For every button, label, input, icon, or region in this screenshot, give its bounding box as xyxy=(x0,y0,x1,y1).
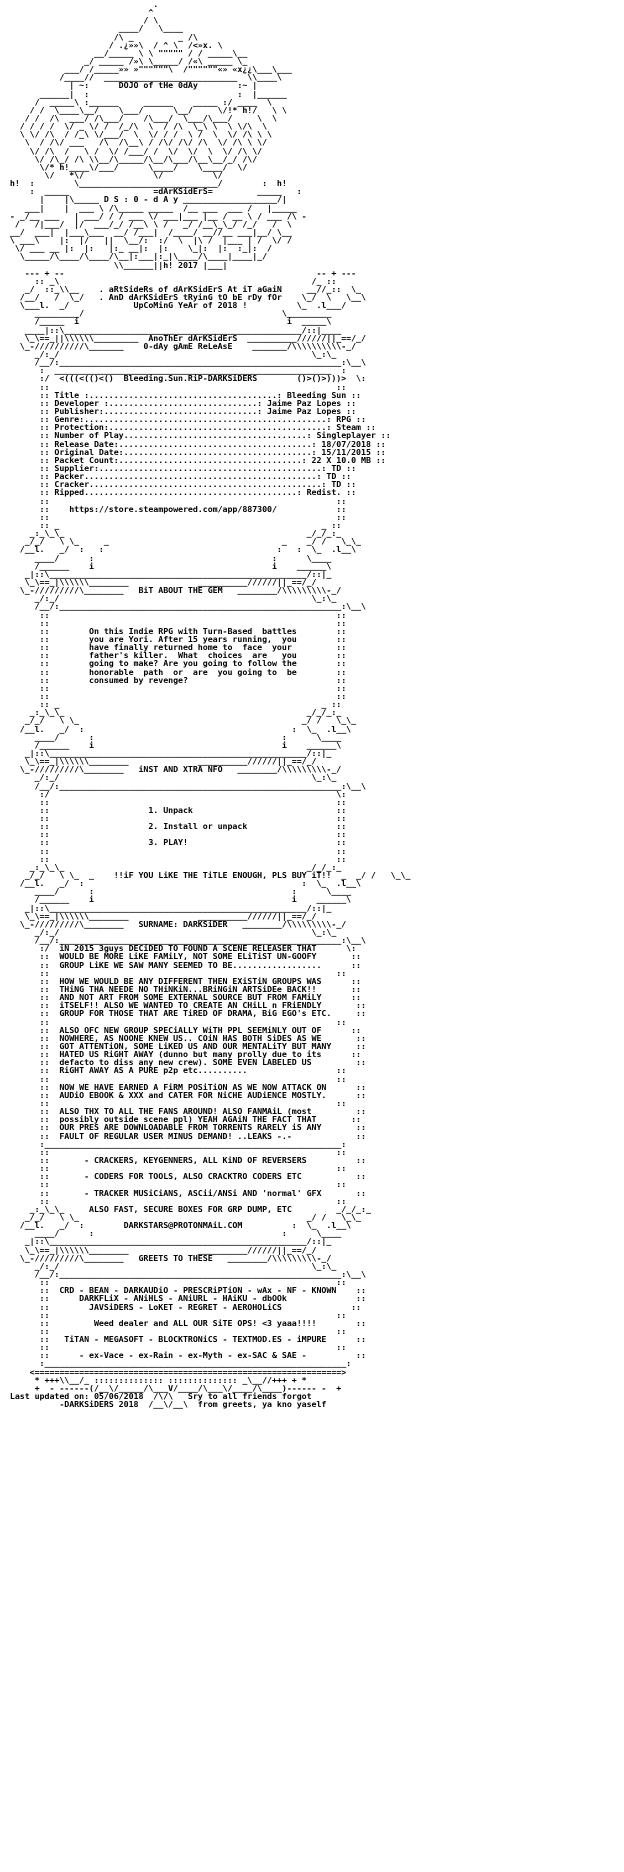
nfo-line: . xyxy=(0,0,159,9)
nfo-line: :: NOWHERE, AS NOONE KNEW US.. COiN HAS BOTH SiDES AS WE :: xyxy=(0,1032,366,1043)
nfo-line: \_-/////////\________ GREETS TO THESE ________/\\\\\\\\\-_/ xyxy=(0,1252,332,1263)
nfo-line: /__/:_________________________________________________________:\__\ xyxy=(0,357,366,368)
nfo-line: :: :: xyxy=(0,853,347,864)
nfo-line: \/ ___ __ |: |: |:_ __|: |: \_|: |: :_|: / xyxy=(0,243,272,254)
nfo-line: :: defacto to diss any new crew). SOME EVEN LABELED US :: xyxy=(0,1057,366,1068)
nfo-line: _/ _____ /»\ \_____/ /«\ _____ \_ xyxy=(0,55,248,66)
nfo-line: | ~: DOJO of tHe 0dAy :~ | xyxy=(0,80,258,91)
nfo-line: :: :: xyxy=(0,511,347,522)
nfo-line: :: :: xyxy=(0,381,347,392)
nfo-line: :: :: xyxy=(0,1309,347,1320)
nfo-line: Last updated on: 05/06/2018 /\/\ Sry to all friends forgot xyxy=(0,1391,312,1402)
nfo-line: :: :: xyxy=(0,1325,347,1336)
nfo-line: :: CRD - BEAN - DARKAUDiO - PRESCRiPTiON - wAx - NF - KNOWN :: xyxy=(0,1285,366,1296)
nfo-line: / .¿»»\ / ^ \ /<»x. \ xyxy=(0,39,223,50)
nfo-line: /_____ i i _____\ xyxy=(0,316,332,327)
nfo-line: : _____ =dArKSidErS= _____ : xyxy=(0,186,302,197)
nfo-line: _/:_/ \_:\_ xyxy=(0,349,337,360)
nfo-line: _/:_/ \_:\_ xyxy=(0,1260,337,1271)
nfo-line: /__/:_________________________________________________________:\__\ xyxy=(0,601,366,612)
nfo-line: _________/ \_________ xyxy=(0,308,332,319)
nfo-line: /__l. _/ : : : : \_ .l__\ xyxy=(0,544,357,555)
nfo-line: /__l. _/ : : \_ .l__\ xyxy=(0,723,352,734)
nfo-line: :: you are Yori. After 15 years running, you :: xyxy=(0,633,347,644)
nfo-line: :: NOW WE HAVE EARNED A FiRM POSiTiON AS WE NOW ATTACK ON :: xyxy=(0,1081,366,1092)
nfo-line: ____/ : : \____ xyxy=(0,1228,342,1239)
nfo-line: :: Protection:............................................: Steam :: xyxy=(0,422,376,433)
nfo-line: \_\==_|\\\\\\________ __________//////||_==/_/ xyxy=(0,576,317,587)
nfo-line: :: GROUP FOR THOSE THAT ARE TiRED OF DRAMA, BiG EGO's ETC. :: xyxy=(0,1008,366,1019)
nfo-line: _|::\____________________________________________________/::|_ xyxy=(0,902,332,913)
nfo-line: :: :: xyxy=(0,1163,347,1174)
nfo-line: -DARKSiDERS 2018 /__\/__\ from greets, ya kno yaself xyxy=(0,1399,327,1410)
nfo-line: / / /\ ___/ /\___/ /\___/ \___/\___/ \ \ xyxy=(0,112,277,123)
nfo-line: :: :: xyxy=(0,845,347,856)
nfo-line: __/_____ \ \ """"" / / _____\__ xyxy=(0,47,248,58)
nfo-line: \\______||h! 2017 |___| xyxy=(0,259,228,270)
nfo-line: \/* h!____\/___/ \____/ \____/ \/ xyxy=(0,161,248,172)
nfo-line: /______ i i ______\ xyxy=(0,894,352,905)
nfo-line: :: :: xyxy=(0,609,347,620)
nfo-line: \_\==_|\\\\\\________ __________//////||_==/_/ xyxy=(0,756,317,767)
nfo-line: _/_/ \ \_ _/ / \_\_ xyxy=(0,715,357,726)
nfo-line: :: Weed dealer and ALL OUR SiTE OPS! <3 yaaa!!!! :: xyxy=(0,1317,366,1328)
nfo-line: :: AND NOT ART FROM SOME EXTERNAL SOURCE BUT FROM FAMiLY :: xyxy=(0,992,361,1003)
nfo-line: :: Supplier:.............................................: TD :: xyxy=(0,463,357,474)
nfo-line: \_-/////////\________ BiT ABOUT THE GEM ________/\\\\\\\\\-_/ xyxy=(0,585,342,596)
nfo-line: :/ <(((<(()<() Bleeding.Sun.RiP-DARKSiDERS ()>()>)))> \: xyxy=(0,373,366,384)
nfo-line: :/ iN 2015 3guys DECiDED TO FOUND A SCENE RELEASER THAT \: xyxy=(0,943,357,954)
nfo-line: _/_/ \ \_ _/ / \_\_ xyxy=(0,1211,361,1222)
nfo-line: _:_\_\_ _/_/_:_ xyxy=(0,707,342,718)
nfo-line: :: Original Date:......................................: 15/11/2015 :: xyxy=(0,446,386,457)
nfo-line: \_-/////////\________ iNST AND XTRA NFO ________/\\\\\\\\\-_/ xyxy=(0,764,342,775)
nfo-line: :: Publisher:...............................: Jaime Paz Lopes :: xyxy=(0,406,357,417)
nfo-line: :: OUR PRES ARE DOWNLOADABLE FROM TORRENTS RARELY iS ANY :: xyxy=(0,1122,366,1133)
nfo-line: :: going to make? Are you going to follow the :: xyxy=(0,658,347,669)
nfo-line: :: _ _ :: xyxy=(0,520,342,530)
nfo-line: /____// ___________________________ \\____\ xyxy=(0,72,282,83)
nfo-line: \___l. _/ UpCoMinG YeAr of 2018 ! \_ .l___/ xyxy=(0,300,347,311)
nfo-line: :: _ _ :: xyxy=(0,699,342,710)
nfo-line: :_____________________________________________________________: xyxy=(0,1358,352,1369)
nfo-line: _:_\_\_ _/_/_:_ xyxy=(0,861,342,872)
nfo-line: _|::\____________________________________________________/::|_ xyxy=(0,747,332,758)
nfo-line: :: Developer :..............................: Jaime Paz Lopes :: xyxy=(0,397,357,408)
nfo-line: ____/ \____ xyxy=(0,23,183,34)
nfo-line: :: :: xyxy=(0,690,347,701)
nfo-line: :: 1. Unpack :: xyxy=(0,804,347,815)
nfo-line: :____________________________________________________________: xyxy=(0,1138,347,1149)
nfo-line: \_\==_|\\\\\\________ __________//////||_==/_/ xyxy=(0,910,317,921)
nfo-line: /__l. _/ : : \_ .l__\ xyxy=(0,878,361,889)
nfo-line: :: - CRACKERS, KEYGENNERS, ALL KiND OF REVERSERS :: xyxy=(0,1154,366,1165)
nfo-line: :: - ex-Vace - ex-Rain - ex-Myth - ex-SAC & SAE - :: xyxy=(0,1350,366,1361)
nfo-line: :: :: xyxy=(0,1016,347,1027)
nfo-line: :: consumed by revenge? :: xyxy=(0,674,347,685)
nfo-line: :: ALSO THX TO ALL THE FANS AROUND! ALSO FANMAiL (most :: xyxy=(0,1106,366,1117)
nfo-line: :: :: xyxy=(0,829,347,840)
nfo-line: __/ ___| |___\___ __/ /___| /____/ __//__ ___|__/ \__ xyxy=(0,226,292,237)
nfo-line: :: AUDiO EBOOK & XXX and CATER FOR NiCHE AUDiENCE MOSTLY. :: xyxy=(0,1089,366,1100)
nfo-line: \_-/////////\________ SURNAME: DARKSiDER ________/\\\\\\\\\-_/ xyxy=(0,918,347,929)
nfo-line: :: Packet Count:.....................................: 22 X 10.0 MB :: xyxy=(0,454,386,465)
nfo-line: :: :: xyxy=(0,1195,347,1206)
nfo-line: :: TiTAN - MEGASOFT - BLOCKTRONiCS - TEXTMOD.ES - iMPURE :: xyxy=(0,1334,366,1345)
nfo-line: /__l. _/ : DARKSTARS@PROTONMAiL.COM : \_ .l__\ xyxy=(0,1220,352,1231)
nfo-line: _/ ::_\\__ . aRtSideRs of dArKSidErS At iT aGaiN __//_:: \_ xyxy=(0,283,361,294)
nfo-line: :: THiNG THA NEEDE NO THiNKiN...BRiNGiN ARTSiDEe BACK!! :: xyxy=(0,984,361,995)
nfo-line: / / / / \/ _ \/ / /_/\ \ / /\ \_\ \ \ \/\ \ xyxy=(0,121,268,132)
nfo-line: _/:_/ \_:\_ xyxy=(0,927,337,938)
nfo-line: _|::\____________________________________________________/::|_ xyxy=(0,568,332,579)
nfo-line: :: 2. Install or unpack :: xyxy=(0,821,347,832)
nfo-line: _:_\_\_ ALSO FAST, SECURE BOXES FOR GRP DUMP, ETC _/_/_:_ xyxy=(0,1203,371,1214)
nfo-line: / _____\ :______ ______ _____ :/ ____ \ xyxy=(0,96,272,107)
nfo-line: ___| | ___ \ /\_____ _____ /__ ___ ___ / |_____ xyxy=(0,202,297,213)
nfo-line: :: :: xyxy=(0,495,347,506)
nfo-line: : ________________________________________________________ : xyxy=(0,365,347,376)
nfo-line: :: GOT ATTENTiON, SOME LiKED US AND OUR MENTALiTY BUT MANY :: xyxy=(0,1041,366,1051)
nfo-line: :: JAVSiDERS - LoKET - REGRET - AEROHOLiCS :: xyxy=(0,1301,361,1312)
nfo-line: :: Cracker...............................................: TD :: xyxy=(0,479,357,490)
nfo-line: ____|::\________________________________________________/::|____ xyxy=(0,324,342,335)
nfo-line: :: have finally returned home to face your :: xyxy=(0,642,347,653)
nfo-line: ___/ /_____»» »""""""\ /""""""«» «x¿¿\___\___ xyxy=(0,64,292,75)
nfo-line: :: :: xyxy=(0,813,347,824)
nfo-line: :: possibly outside scene ppl) YEAH AGAiN THE FACT THAT :: xyxy=(0,1114,361,1125)
nfo-line: :: father's killer. What choices are you :: xyxy=(0,650,347,661)
nfo-line: :/ \: xyxy=(0,788,347,799)
nfo-line: :: DARKFLiX - ANiHLS - ANiURL - HAiKU - dbOOk :: xyxy=(0,1293,366,1304)
nfo-line: \/ /\ / \ / \/ /___/ / \/ \/ \ \/ /\ \/ xyxy=(0,145,263,156)
nfo-line: :: ALSO OFC NEW GROUP SPECiALLY WiTH PPL SEEMiNLY OUT OF :: xyxy=(0,1024,361,1035)
nfo-line: :: 3. PLAY! :: xyxy=(0,837,347,848)
nfo-line: :: FAULT OF REGULAR USER MINUS DEMAND! ..LEAKS -.- :: xyxy=(0,1130,366,1141)
nfo-line: ______| : : |______ xyxy=(0,88,287,99)
nfo-line: _/_/ \ \_ _ _ _/ / \_\_ xyxy=(0,536,361,547)
nfo-line: :: WOULD BE MORE LiKE FAMiLY, NOT SOME ELiTiST UN-GOOFY :: xyxy=(0,951,361,962)
nfo-line: ____/ : : \____ xyxy=(0,886,352,897)
nfo-line: / /|___/ |/ ___/_/ /__\ \ / _/ /__\_\_/ /_/ / \ xyxy=(0,218,292,229)
nfo-line: \_____/\____/\____/\__|:___|:_|\____/\____|____|_/ xyxy=(0,251,268,262)
nfo-line: :: On this Indie RPG with Turn-Based battles :: xyxy=(0,625,347,636)
nfo-line: \_\==_|\\\\\\________ __________//////||_==/_/ xyxy=(0,1244,317,1255)
nfo-line: <==============================================================> xyxy=(0,1366,347,1377)
nfo-line: :: Packer...............................................: TD :: xyxy=(0,471,352,482)
nfo-line: /__/:_________________________________________________________:\__\ xyxy=(0,780,366,791)
nfo-line: _/_/ \ \_ _ !!iF YOU LiKE THE TiTLE ENOUGH, PLS BUY iT!! _ _/ / \_\_ xyxy=(0,870,411,881)
nfo-line: _/:_/ \_:\_ xyxy=(0,772,337,783)
nfo-line: /______ i i ______\ xyxy=(0,560,332,571)
nfo-line: \/ /\_/ /\ \\__/\_____/\__/\___/\__\__/_/ /\/ xyxy=(0,153,258,164)
nfo-line: \/ *\/ \/ \/ xyxy=(0,169,223,180)
nfo-line: h! : \____________________________/ : h! xyxy=(0,178,287,189)
nfo-line: :: :: xyxy=(0,796,347,807)
nfo-line: + - ------(/__\/_____/\___V/____/\___\/____/\____)------ - + xyxy=(0,1382,342,1393)
nfo-line: :: :: xyxy=(0,967,347,978)
nfo-line: :: https://store.steampowered.com/app/887300/ :: xyxy=(0,503,347,514)
nfo-line: :: :: xyxy=(0,1073,347,1084)
nfo-line: :: - TRACKER MUSiCiANS, ASCii/ANSi AND 'normal' GFX :: xyxy=(0,1187,366,1198)
nfo-line: :: :: xyxy=(0,1179,347,1190)
nfo-line: :: GROUP LiKE WE SAW MANY SEEMED TO BE.................. :: xyxy=(0,959,361,970)
nfo-line: :: HATED US RiGHT AWAY (dunno but many prolly due to its :: xyxy=(0,1049,361,1060)
nfo-line: _:_\_\_ _/_/_:_ xyxy=(0,528,342,539)
nfo-line: :: HOW WE WOULD BE ANY DIFFERENT THEN EXiSTiN GROUPS WAS :: xyxy=(0,975,361,986)
nfo-line: ^ xyxy=(0,7,154,18)
nfo-line: :: :: xyxy=(0,1146,347,1157)
nfo-line: - _/__ ___ | ___/ / / ___ \/ ___|___ |__ / __ \ / ___ /\ - xyxy=(0,210,307,221)
nfo-line: / / \____\__/ \___/ \__/ \/!* h!/ \ \ xyxy=(0,104,287,115)
nfo-line: \ ___\ |: |/ || \__/: :/ \ |\ / |___ | / \/ / xyxy=(0,235,292,246)
nfo-line: :: - CODERS FOR TOOLS, ALSO CRACKTRO CODERS ETC :: xyxy=(0,1171,366,1182)
nfo-line: \_\==_||\\\\\\_________ AnoThEr dArKSidErS __________//////||_==/_/ xyxy=(0,332,366,343)
nfo-line: | |\_____ D S : 0 - d A y ___________________/| xyxy=(0,194,287,205)
nfo-line: :: :: xyxy=(0,1277,347,1288)
nfo-line: --- + -- -- + --- xyxy=(0,267,357,278)
nfo-line: ____/ : : \____ xyxy=(0,552,332,563)
nfo-line: /\ _ _ /\ xyxy=(0,31,198,42)
nfo-line: _/:_/ \_:\_ xyxy=(0,593,337,604)
nfo-line: _|::\____________________________________________________/::|_ xyxy=(0,1236,332,1247)
nfo-line: /__/:_________________________________________________________:\__\ xyxy=(0,935,366,946)
nfo-line: :: :: xyxy=(0,617,347,628)
nfo-line: :: Genre:.................................................: RPG :: xyxy=(0,414,366,425)
nfo-line: :: Title :......................................: Bleeding Sun :: xyxy=(0,389,361,400)
nfo-line: /______ i i ______\ xyxy=(0,739,342,750)
nfo-line: :: :: xyxy=(0,1342,347,1353)
nfo-line: :: _\ /_ :: xyxy=(0,275,337,286)
nfo-line: :: :: xyxy=(0,1097,347,1108)
nfo-line: ____/ : : \____ xyxy=(0,731,342,742)
nfo-line: / \ xyxy=(0,15,159,26)
nfo-line: \ \/ /\ / /_\ \/___/ \ \/ / / \ / \ \/ /\ \ \ xyxy=(0,129,272,140)
nfo-line: :: Release Date:.......................................: 18/07/2018 :: xyxy=(0,438,386,449)
nfo-line: /__/:_________________________________________________________:\__\ xyxy=(0,1268,366,1279)
nfo-line: :: Number of Play.....................................: Singleplayer :: xyxy=(0,430,391,441)
nfo-line: :: RiGHT AWAY AS A PURE p2p etc.......... :: xyxy=(0,1065,347,1076)
nfo-line: :: :: xyxy=(0,682,347,693)
nfo-line: :: iTSELF!! ALSO WE WANTED TO CREATE AN CHiLL n FRiENDLY :: xyxy=(0,1000,366,1011)
nfo-line: :: honorable path or are you going to be :: xyxy=(0,666,347,677)
nfo-line: \ / /\/ ___ /\ /\__\ / /\/ /\/ /\ \/ /\ \ \/ xyxy=(0,137,268,148)
nfo-line: /__/ / \_/ . AnD dArKSidErS tRyinG tO bE rDy fOr \_/ \ \__\ xyxy=(0,292,366,303)
nfo-line: \_-//////////\_______ 0-dAy gAmE ReLeAsE _______/\\\\\\\\\\-_/ xyxy=(0,340,357,351)
nfo-line: :: Ripped...........................................: Redist. :: xyxy=(0,487,357,498)
nfo-line: * +++\\__/_ :::::::::::::: :::::::::::::: _\__//+++ + * xyxy=(0,1374,307,1385)
